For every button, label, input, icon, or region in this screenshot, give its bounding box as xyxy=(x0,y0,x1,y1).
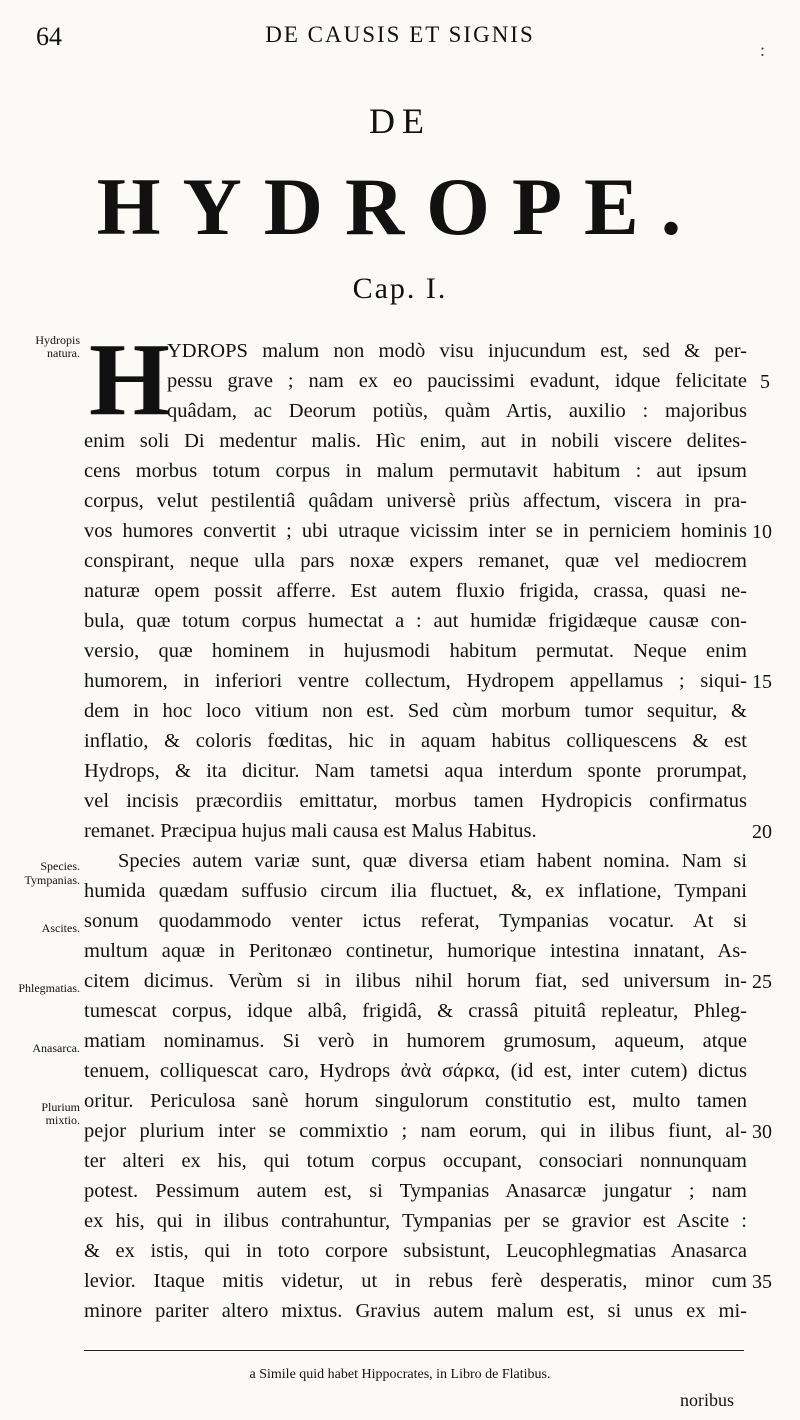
text-line: cens morbus totum corpus in malum permutavit habitum : aut ipsum xyxy=(84,460,747,482)
text-line: humida quædam suffusio circum ilia fluctuet, &, ex inflatione, Tympani xyxy=(84,880,747,902)
line-number: 10 xyxy=(752,521,772,543)
edge-mark: : xyxy=(760,40,766,60)
footnote-rule xyxy=(84,1350,744,1351)
line-number: 35 xyxy=(752,1271,772,1293)
text-line: citem dicimus. Verùm si in ilibus nihil horum fiat, sed universum in- xyxy=(84,970,747,992)
text-line: oritur. Periculosa sanè horum singulorum constitutio est, multo tamen xyxy=(84,1090,747,1112)
text-line: ter alteri ex his, qui totum corpus occupant, consociari nonnunquam xyxy=(84,1150,747,1172)
text-line: sonum quodammodo venter ictus referat, Tympanias vocatur. At si xyxy=(84,910,747,932)
sidenote-tympanias: Tympanias. xyxy=(24,873,80,887)
chapter-heading: Cap. I. xyxy=(352,272,448,305)
text-line: enim soli Di medentur malis. Hìc enim, aut in nobili viscere delites- xyxy=(84,430,747,452)
text-line: Hydrops, & ita dicitur. Nam tametsi aqua interdum sponte prorumpat, xyxy=(84,760,747,782)
text-line: corpus, velut pestilentiâ quâdam universè priùs affectum, viscera in pra- xyxy=(84,490,747,512)
text-line: versio, quæ hominem in hujusmodi habitum permutat. Neque enim xyxy=(84,640,747,662)
line-number: 15 xyxy=(752,671,772,693)
catchword: noribus xyxy=(680,1390,734,1410)
footnote: a Simile quid habet Hippocrates, in Libro de Flatibus. xyxy=(249,1367,551,1382)
sidenote-hydropis-natura: Hydropis natura. xyxy=(35,333,80,360)
page-number: 64 xyxy=(36,22,62,51)
text-line: pessu grave ; nam ex eo paucissimi evadunt, idque felicitate xyxy=(167,370,747,392)
sidenote-ascites: Ascites. xyxy=(41,921,80,935)
text-line: multum aquæ in Peritonæo continetur, humorique intestina innatant, As- xyxy=(84,940,747,962)
line-number: 20 xyxy=(752,821,772,843)
text-line: Species autem variæ sunt, quæ diversa etiam habent nomina. Nam si xyxy=(118,850,747,872)
text-line: remanet. Præcipua hujus mali causa est Malus Habitus. xyxy=(84,820,537,842)
text-line: conspirant, neque ulla pars noxæ expers remanet, quæ vel mediocrem xyxy=(84,550,747,572)
drop-cap: H xyxy=(89,322,170,437)
text-line: tenuem, colliquescat caro, Hydrops ἀνὰ σάρκα, (id est, inter cutem) dictus xyxy=(84,1060,747,1082)
text-line: quâdam, ac Deorum potiùs, quàm Artis, auxilio : majoribus xyxy=(167,400,747,422)
text-line: tumescat corpus, idque albâ, frigidâ, & crassâ pituitâ repleatur, Phleg- xyxy=(84,1000,747,1022)
text-line: minore pariter altero mixtus. Gravius autem malum est, si unus ex mi- xyxy=(84,1300,747,1322)
text-line: vos humores convertit ; ubi utraque vicissim inter se in perniciem hominis xyxy=(84,520,747,542)
text-line: levior. Itaque mitis videtur, ut in rebus ferè desperatis, minor cum xyxy=(84,1270,747,1292)
line-number: 30 xyxy=(752,1121,772,1143)
text-line: inflatio, & coloris fœditas, hic in aquam habitus colliquescens & est xyxy=(84,730,747,752)
text-line: matiam nominamus. Si verò in humorem grumosum, aqueum, atque xyxy=(84,1030,747,1052)
text-line: pejor plurium inter se commixtio ; nam eorum, qui in ilibus fiunt, al- xyxy=(84,1120,747,1142)
heading-de: DE xyxy=(369,101,431,141)
text-line: potest. Pessimum autem est, si Tympanias Anasarcæ jungatur ; nam xyxy=(84,1180,747,1202)
text-line: ex his, qui in ilibus contrahuntur, Tympanias per se gravior est Ascite : xyxy=(84,1210,747,1232)
text-line: dem in hoc loco vitium non est. Sed cùm morbum tumor sequitur, & xyxy=(84,700,747,722)
text-line: YDROPS malum non modò visu injucundum est, sed & per- xyxy=(167,340,747,362)
text-line: & ex istis, qui in toto corpore subsistunt, Leucophlegmatias Anasarca xyxy=(84,1240,747,1262)
text-line: humorem, in inferiori ventre collectum, Hydropem appellamus ; siqui- xyxy=(84,670,747,692)
text-line: naturæ opem possit afferre. Est autem fluxio frigida, crassa, quasi ne- xyxy=(84,580,747,602)
sidenote-species: Species. xyxy=(40,859,80,873)
heading-title: HYDROPE. xyxy=(96,161,704,252)
running-title: DE CAUSIS ET SIGNIS xyxy=(265,22,535,47)
line-number: 25 xyxy=(752,971,772,993)
sidenote-plurium-mixtio: Plurium mixtio. xyxy=(41,1100,80,1127)
text-line: vel incisis præcordiis emittatur, morbus tamen Hydropicis confirmatus xyxy=(84,790,747,812)
sidenote-phlegmatias: Phlegmatias. xyxy=(18,981,80,995)
sidenote-anasarca: Anasarca. xyxy=(32,1041,80,1055)
text-line: bula, quæ totum corpus humectat a : aut humidæ frigidæque causæ con- xyxy=(84,610,747,632)
line-number: 5 xyxy=(760,371,770,393)
